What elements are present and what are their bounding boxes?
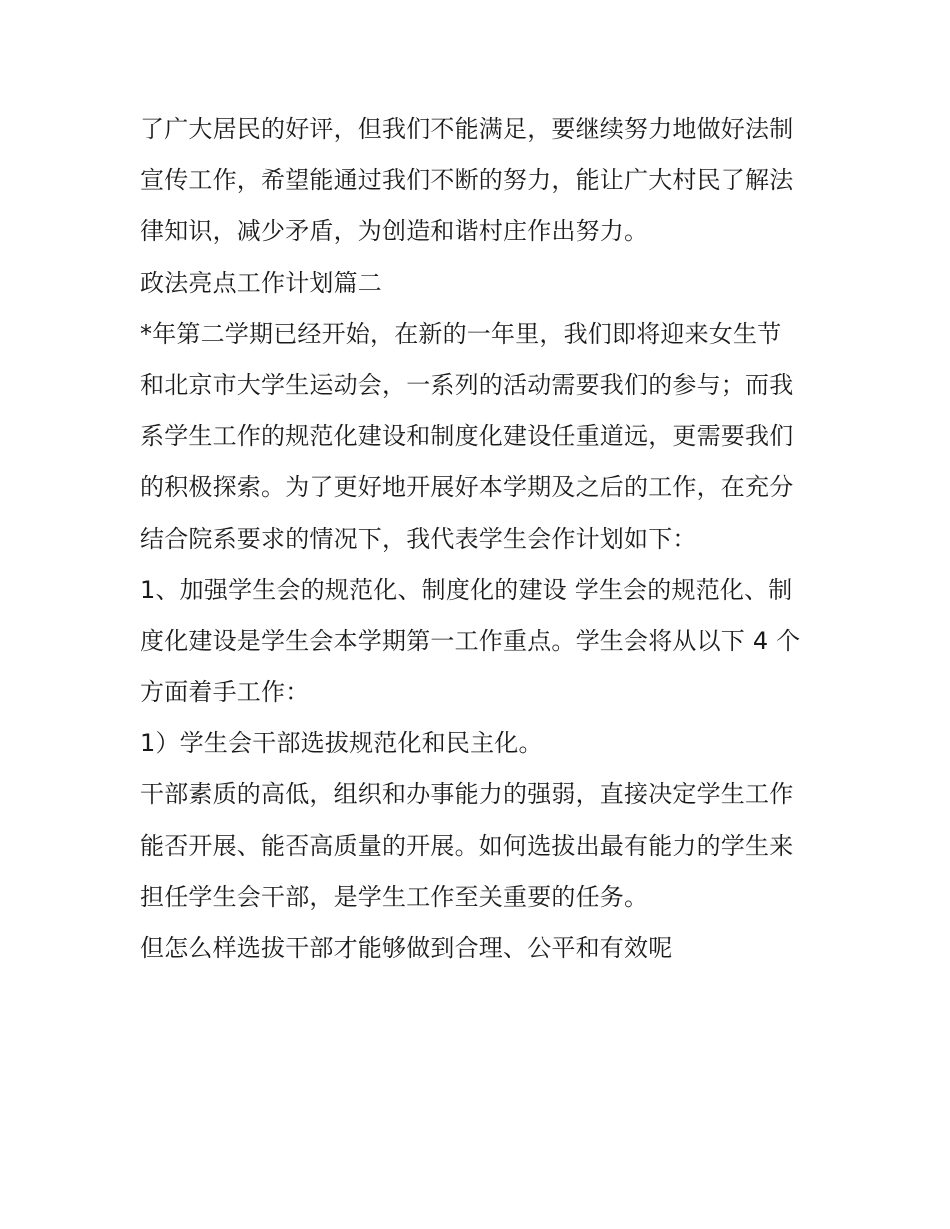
body-line-2: 宣传工作，希望能通过我们不断的努力，能让广大村民了解法 xyxy=(140,166,794,195)
body-line-9: 结合院系要求的情况下，我代表学生会作计划如下： xyxy=(140,524,697,553)
body-line-15: 能否开展、能否高质量的开展。如何选拔出最有能力的学生来 xyxy=(140,831,794,860)
body-line-7: 系学生工作的规范化建设和制度化建设任重道远，更需要我们 xyxy=(140,422,794,451)
body-line-16: 担任学生会干部，是学生工作至关重要的任务。 xyxy=(140,882,649,911)
section-heading: 政法亮点工作计划篇二 xyxy=(140,268,382,297)
body-line-6: 和北京市大学生运动会，一系列的活动需要我们的参与；而我 xyxy=(140,370,794,399)
body-line-12: 方面着手工作： xyxy=(140,678,310,707)
body-line-1: 了广大居民的好评，但我们不能满足，要继续努力地做好法制 xyxy=(140,115,794,143)
body-line-14: 干部素质的高低，组织和办事能力的强弱，直接决定学生工作 xyxy=(140,780,794,809)
body-line-8: 的积极探索。为了更好地开展好本学期及之后的工作，在充分 xyxy=(140,473,794,502)
sub-item-1: 1）学生会干部选拔规范化和民主化。 xyxy=(140,729,543,758)
body-line-17: 但怎么样选拔干部才能够做到合理、公平和有效呢 xyxy=(140,934,673,962)
list-item-1: 1、加强学生会的规范化、制度化的建设 学生会的规范化、制 xyxy=(140,575,793,604)
body-line-11: 度化建设是学生会本学期第一工作重点。学生会将从以下 4 个 xyxy=(140,626,801,655)
body-line-3: 律知识，减少矛盾，为创造和谐村庄作出努力。 xyxy=(140,217,649,246)
body-line-5: *年第二学期已经开始，在新的一年里，我们即将迎来女生节 xyxy=(140,319,782,348)
document-body xyxy=(140,104,830,974)
